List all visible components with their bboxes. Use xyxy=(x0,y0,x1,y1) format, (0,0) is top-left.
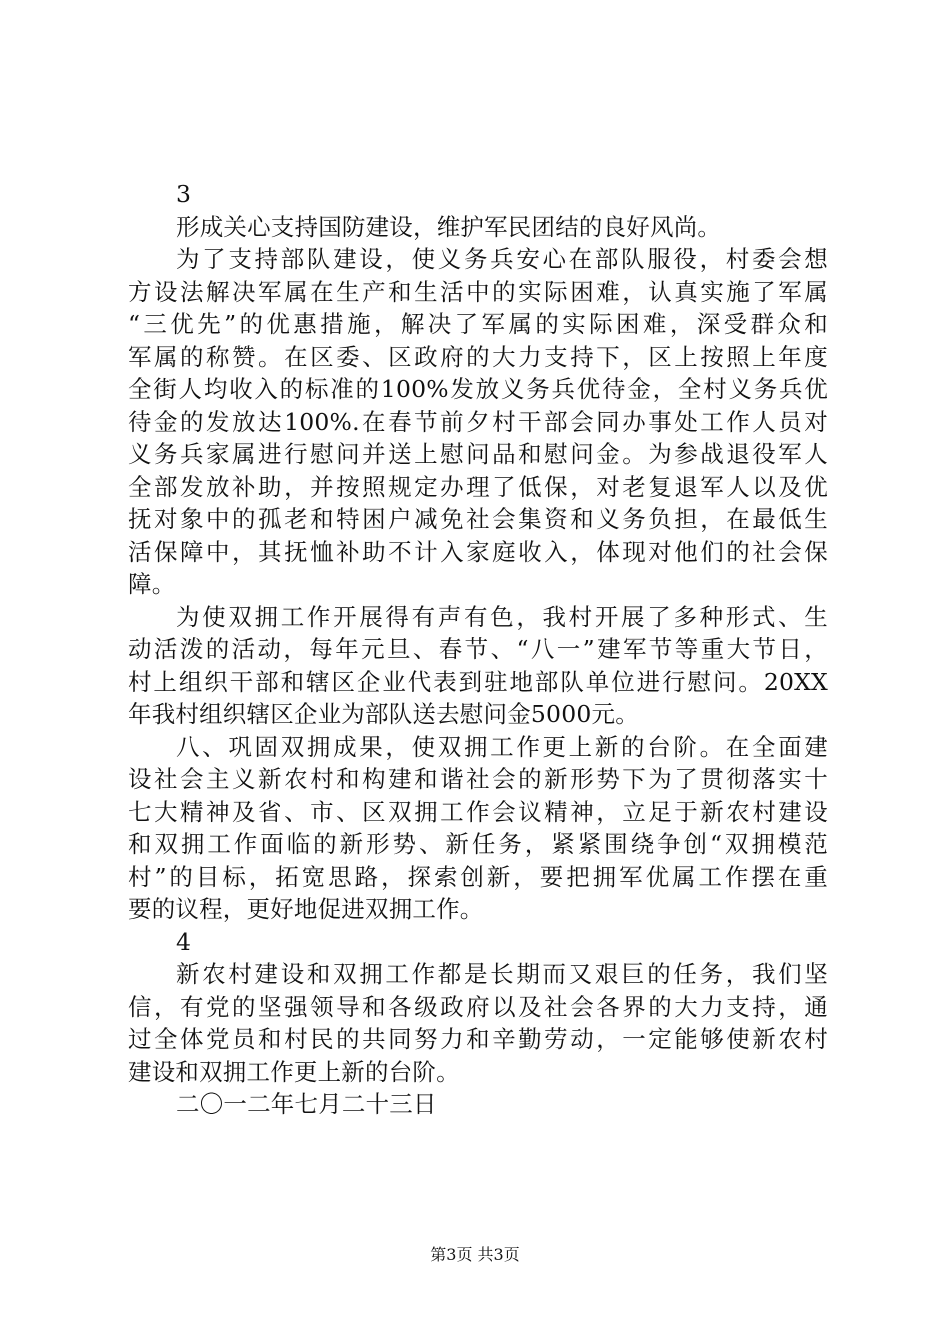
text-line: 全街人均收入的标准的100%发放义务兵优待金，全村义务兵优 xyxy=(128,375,828,403)
text-line: 年我村组织辖区企业为部队送去慰问金5000元。 xyxy=(128,700,639,728)
text-line: 4 xyxy=(176,927,192,956)
text-line: 村上组织干部和辖区企业代表到驻地部队单位进行慰问。20XX xyxy=(128,667,828,696)
text-line: 抚对象中的孤老和特困户减免社会集资和义务负担，在最低生 xyxy=(128,505,828,533)
text-line: 二〇一二年七月二十三日 xyxy=(176,1090,437,1118)
text-line: “三优先”的优惠措施，解决了军属的实际困难，深受群众和 xyxy=(128,310,828,338)
text-line: 村”的目标，拓宽思路，探索创新，要把拥军优属工作摆在重 xyxy=(128,862,828,891)
text-line: 形成关心支持国防建设，维护军民团结的良好风尚。 xyxy=(176,212,722,241)
page-footer: 第3页 共3页 xyxy=(430,1245,520,1264)
text-line: 和双拥工作面临的新形势、新任务，紧紧围绕争创“双拥模范 xyxy=(128,830,828,858)
text-line: 为使双拥工作开展得有声有色，我村开展了多种形式、生 xyxy=(176,602,828,631)
text-line: 为了支持部队建设，使义务兵安心在部队服役，村委会想 xyxy=(176,245,828,273)
text-line: 军属的称赞。在区委、区政府的大力支持下，区上按照上年度 xyxy=(128,342,828,371)
text-line: 障。 xyxy=(128,570,176,598)
text-line: 3 xyxy=(176,180,192,208)
text-line: 要的议程，更好地促进双拥工作。 xyxy=(128,895,484,923)
document-body xyxy=(128,178,828,1121)
text-line: 方设法解决军属在生产和生活中的实际困难，认真实施了军属 xyxy=(128,277,828,306)
text-line: 义务兵家属进行慰问并送上慰问品和慰问金。为参战退役军人 xyxy=(128,440,828,468)
text-line: 全部发放补助，并按照规定办理了低保，对老复退军人以及优 xyxy=(128,472,828,501)
text-line: 建设和双拥工作更上新的台阶。 xyxy=(128,1057,460,1086)
text-line: 过全体党员和村民的共同努力和辛勤劳动，一定能够使新农村 xyxy=(128,1025,828,1053)
text-line: 设社会主义新农村和构建和谐社会的新形势下为了贯彻落实十 xyxy=(128,765,828,793)
text-line: 待金的发放达100%.在春节前夕村干部会同办事处工作人员对 xyxy=(128,407,828,436)
text-line: 七大精神及省、市、区双拥工作会议精神，立足于新农村建设 xyxy=(128,797,828,826)
text-line: 信，有党的坚强领导和各级政府以及社会各界的大力支持，通 xyxy=(128,992,828,1021)
text-line: 新农村建设和双拥工作都是长期而又艰巨的任务，我们坚 xyxy=(176,960,828,988)
text-line: 活保障中，其抚恤补助不计入家庭收入，体现对他们的社会保 xyxy=(128,537,828,566)
text-line: 八、巩固双拥成果，使双拥工作更上新的台阶。在全面建 xyxy=(176,732,828,761)
text-line: 动活泼的活动，每年元旦、春节、“八一”建军节等重大节日， xyxy=(128,635,828,663)
